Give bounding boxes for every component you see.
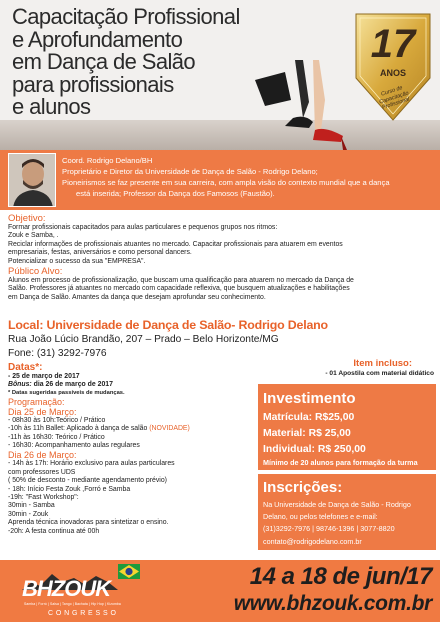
location-title: Local: Universidade de Dança de Salão- Rodrigo Delano xyxy=(8,318,328,332)
objective-line: Potencializar o sucesso da sua "EMPRESA". xyxy=(8,257,146,265)
title-line: para profissionais xyxy=(12,71,174,97)
novidade-tag: (NOVIDADE) xyxy=(147,425,190,433)
coordinator-info xyxy=(62,155,434,199)
anniversary-badge xyxy=(352,8,434,126)
audience-line: Salão. Professores já atuantes no mercado com capacidade reflexiva, que busquem atualizações e habilitações xyxy=(8,285,350,293)
schedule-section xyxy=(8,362,258,536)
price-row: Material: R$ 25,00 xyxy=(263,428,351,439)
coordinator-photo xyxy=(8,153,56,207)
day1-heading: Dia 25 de Março: xyxy=(8,406,77,417)
objective-line: Zouk e Samba, . xyxy=(8,232,59,240)
title-line: e alunos xyxy=(12,94,91,119)
coordinator-line: está inserida; Professor da Dança dos Famosos (Faustão). xyxy=(76,189,275,198)
audience-heading: Público Alvo: xyxy=(8,266,63,278)
included-item xyxy=(262,358,434,378)
objective-section xyxy=(8,213,434,302)
schedule-item xyxy=(8,425,258,433)
registration-line: Delano, ou pelos telefones e e-mail: xyxy=(263,512,378,522)
schedule-item: - 08h30 às 10h:Teórico / Prático xyxy=(8,416,106,424)
dates-note: * Datas sugeridas passíveis de mudanças. xyxy=(8,389,125,396)
logo-subtitle: CONGRESSO xyxy=(48,610,119,617)
registration-email[interactable]: contato@rodrigodelano.com.br xyxy=(263,536,362,546)
schedule-item: com professores UDS xyxy=(8,468,76,476)
logo-rhythms: Samba | Forró | Salsa | Tango | Bachata | Hip Hop | Kizomba xyxy=(24,602,121,606)
schedule-item: Aprenda técnica inovadoras para sintetizar o ensino. xyxy=(8,519,169,527)
location-section xyxy=(8,318,434,360)
investment-note: Mínimo de 20 alunos para formação da turma xyxy=(263,458,418,467)
schedule-item: 30min - Zouk xyxy=(8,510,49,518)
day2-heading: Dia 26 de Março: xyxy=(8,450,77,461)
badge-number: 17 xyxy=(370,22,416,66)
dates-heading: Datas*: xyxy=(8,362,43,373)
event-url[interactable]: www.bhzouk.com.br xyxy=(233,592,432,615)
bhzouk-logo xyxy=(22,560,144,622)
objective-line: empresariais, festas, aniversários e como personal dancers. xyxy=(8,249,192,257)
bonus-label: Bônus: xyxy=(8,381,32,389)
investment-heading: Investimento xyxy=(263,390,356,407)
price-row: Individual: R$ 250,00 xyxy=(263,444,366,455)
audience-line: em Dança de Salão. Amantes da dança que desejam aprofundar seu conhecimento. xyxy=(8,293,266,301)
schedule-item: - 16h30: Acompanhamento aulas regulares xyxy=(8,442,140,450)
badge-subtitle: Curso de Capacitação Profissional xyxy=(378,85,411,111)
title-line: em Dança de Salão xyxy=(12,49,196,74)
location-address: Rua João Lúcio Brandão, 207 – Prado – Belo Horizonte/MG xyxy=(8,334,279,345)
audience-line: Alunos em processo de profissionalização, que buscam uma qualificação para atuarem no mercado da Dança de xyxy=(8,277,354,285)
investment-box xyxy=(258,384,436,470)
included-heading: Item incluso: xyxy=(353,358,412,369)
schedule-item: -19h: "Fast Workshop": xyxy=(8,494,79,502)
coordinator-line: Coord. Rodrigo Delano/BH xyxy=(62,156,153,165)
schedule-item: ( 50% de desconto - mediante agendamento prévio) xyxy=(8,477,167,485)
registration-phones: (31)3292-7976 | 98746-1396 | 3077-8820 xyxy=(263,524,395,534)
included-text: - 01 Apostila com material didático xyxy=(325,370,434,377)
coordinator-band xyxy=(0,150,440,210)
registration-line: Na Universidade de Dança de Salão - Rodrigo xyxy=(263,500,411,509)
schedule-item-text: -10h às 11h Ballet: Aplicado à dança de salão xyxy=(8,425,148,433)
badge-label: ANOS xyxy=(379,68,406,78)
logo-text: BHZOUK xyxy=(22,576,111,601)
coordinator-portrait xyxy=(9,154,56,207)
schedule-item: - 14h às 17h: Horário exclusivo para aulas particulares xyxy=(8,460,175,468)
schedule-item: -11h às 16h30: Teórico / Prático xyxy=(8,433,105,441)
page-title xyxy=(12,6,332,119)
registration-box xyxy=(258,474,436,550)
program-heading: Programação: xyxy=(8,396,65,407)
objective-line: Formar profissionais capacitados para aulas particulares e pequenos grupos nos ritmos: xyxy=(8,224,278,231)
schedule-item: - 18h: Início Festa Zouk ,Forró e Samba xyxy=(8,485,131,493)
objective-line: Reciclar informações de profissionais atuantes no mercado. Capacitar profissionais para atuarem em eventos xyxy=(8,240,343,248)
date-main: - 25 de março de 2017 xyxy=(8,373,80,380)
location-phone: Fone: (31) 3292-7976 xyxy=(8,347,107,359)
schedule-item: -20h: A festa continua até 00h xyxy=(8,527,100,535)
title-line: Capacitação Profissional xyxy=(12,4,240,29)
event-dates: 14 a 18 de jun/17 xyxy=(249,563,432,590)
schedule-item: 30min - Samba xyxy=(8,502,55,510)
bonus-value: dia 26 de março de 2017 xyxy=(31,381,113,389)
title-line: e Aprofundamento xyxy=(12,26,183,52)
objective-heading: Objetivo: xyxy=(8,213,46,224)
header-banner xyxy=(0,0,440,150)
coordinator-line: Proprietário e Diretor da Universidade de Dança de Salão - Rodrigo Delano; xyxy=(62,167,318,176)
registration-heading: Inscrições: xyxy=(263,479,343,496)
footer-banner xyxy=(0,560,440,622)
coordinator-line: Pioneirismos se faz presente em sua carreira, com ampla visão do contexto mundial que a dança xyxy=(62,178,390,187)
price-row: Matrícula: R$25,00 xyxy=(263,412,355,423)
